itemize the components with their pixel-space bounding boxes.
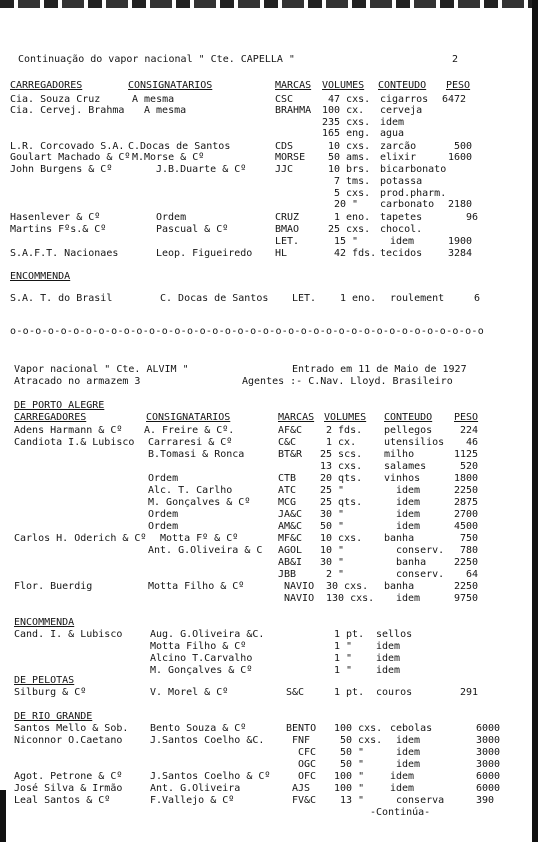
- mark-cell: OGC: [298, 759, 317, 770]
- volume-cell: 47 cxs.: [328, 94, 371, 105]
- content-cell: sellos: [376, 629, 413, 640]
- mark-cell: LET.: [275, 236, 300, 247]
- consignee-cell: Motta Fº & Cº: [160, 533, 239, 544]
- encommenda-heading: ENCOMMENDA: [10, 271, 71, 282]
- volume-cell: 50 ams.: [328, 152, 371, 163]
- col-header-weight: PESO: [446, 80, 471, 91]
- volume-cell: 1 ": [334, 641, 353, 652]
- content-cell: idem: [380, 117, 405, 128]
- entry-date: Entrado em 11 de Maio de 1927: [292, 364, 467, 375]
- content-cell: roulement: [390, 293, 445, 304]
- weight-cell: 2250: [454, 581, 479, 592]
- shipper-cell: Cia. Cervej. Brahma: [10, 105, 125, 116]
- weight-cell: 6472: [442, 94, 467, 105]
- weight-cell: 6000: [476, 723, 501, 734]
- consignee-cell: Alc. T. Carlho: [148, 485, 233, 496]
- content-cell: idem: [396, 521, 421, 532]
- weight-cell: 291: [460, 687, 479, 698]
- consignee-cell: Motta Filho & Cº: [148, 581, 245, 592]
- shipper-cell: S.A. T. do Brasil: [10, 293, 113, 304]
- mark-cell: CRUZ: [275, 212, 300, 223]
- content-cell: idem: [396, 747, 421, 758]
- mark-cell: AF&C: [278, 425, 303, 436]
- content-cell: conserv.: [396, 545, 445, 556]
- consignee-cell: B.Tomasi & Ronca: [148, 449, 245, 460]
- volume-cell: 2 fds.: [326, 425, 363, 436]
- weight-cell: 1900: [448, 236, 473, 247]
- mark-cell: MORSE: [275, 152, 306, 163]
- weight-cell: 46: [466, 437, 479, 448]
- mark-cell: HL: [275, 248, 288, 259]
- consignee-cell: Aug. G.Oliveira &C.: [150, 629, 265, 640]
- volume-cell: 1 ": [334, 653, 353, 664]
- shipper-cell: Hasenlever & Cº: [10, 212, 101, 223]
- content-cell: cigarros: [380, 94, 429, 105]
- weight-cell: 6000: [476, 771, 501, 782]
- volume-cell: 10 ": [320, 545, 345, 556]
- mark-cell: MF&C: [278, 533, 303, 544]
- content-cell: idem: [376, 641, 401, 652]
- origin-heading: DE PORTO ALEGRE: [14, 400, 105, 411]
- volume-cell: 42 fds.: [334, 248, 377, 259]
- consignee-cell: Leop. Figueiredo: [156, 248, 253, 259]
- document-title: Continuação do vapor nacional " Cte. CAPELLA ": [18, 54, 295, 65]
- mark-cell: LET.: [292, 293, 317, 304]
- volume-cell: 130 cxs.: [326, 593, 375, 604]
- mark-cell: C&C: [278, 437, 297, 448]
- berth-info: Atracado no armazem 3: [14, 376, 141, 387]
- mark-cell: OFC: [298, 771, 317, 782]
- shipper-cell: Leal Santos & Cº: [14, 795, 111, 806]
- col-header-consignees: CONSIGNATARIOS: [146, 412, 231, 423]
- volume-cell: 30 ": [320, 509, 345, 520]
- col-header-marks: MARCAS: [275, 80, 312, 91]
- volume-cell: 1 cx.: [326, 437, 357, 448]
- origin-heading: DE RIO GRANDE: [14, 711, 93, 722]
- mark-cell: FNF: [292, 735, 311, 746]
- volume-cell: 10 cxs.: [328, 141, 371, 152]
- col-header-volumes: VOLUMES: [324, 412, 367, 423]
- shipper-cell: Cia. Souza Cruz: [10, 94, 101, 105]
- content-cell: tapetes: [380, 212, 423, 223]
- continues-note: -Continúa-: [370, 807, 431, 818]
- consignee-cell: Pascual & Cº: [156, 224, 229, 235]
- mark-cell: CTB: [278, 473, 297, 484]
- mark-cell: JBB: [278, 569, 297, 580]
- content-cell: banha: [396, 557, 427, 568]
- content-cell: vinhos: [384, 473, 421, 484]
- consignee-cell: Ant. G.Oliveira: [150, 783, 241, 794]
- consignee-cell: C.Docas de Santos: [128, 141, 231, 152]
- volume-cell: 25 cxs.: [328, 224, 371, 235]
- mark-cell: BT&R: [278, 449, 303, 460]
- volume-cell: 1 ": [334, 665, 353, 676]
- content-cell: elixir: [380, 152, 417, 163]
- content-cell: carbonato: [380, 199, 435, 210]
- consignee-cell: J.B.Duarte & Cº: [156, 164, 247, 175]
- volume-cell: 235 cxs.: [322, 117, 371, 128]
- volume-cell: 10 brs.: [328, 164, 371, 175]
- mark-cell: BMAO: [275, 224, 300, 235]
- volume-cell: 165 eng.: [322, 128, 371, 139]
- content-cell: milho: [384, 449, 415, 460]
- mark-cell: NAVIO: [284, 593, 315, 604]
- content-cell: idem: [376, 653, 401, 664]
- mark-cell: CDS: [275, 141, 294, 152]
- col-header-shippers: CARREGADORES: [14, 412, 87, 423]
- content-cell: chocol.: [380, 224, 423, 235]
- weight-cell: 6: [474, 293, 481, 304]
- content-cell: idem: [396, 485, 421, 496]
- content-cell: idem: [390, 771, 415, 782]
- consignee-cell: Ordem: [148, 521, 179, 532]
- volume-cell: 100 ": [334, 783, 365, 794]
- weight-cell: 9750: [454, 593, 479, 604]
- shipper-cell: Goulart Machado & Cº: [10, 152, 131, 163]
- weight-cell: 780: [460, 545, 479, 556]
- content-cell: bicarbonato: [380, 164, 447, 175]
- weight-cell: 1125: [454, 449, 479, 460]
- shipper-cell: Candiota I.& Lubisco: [14, 437, 135, 448]
- content-cell: couros: [376, 687, 413, 698]
- shipper-cell: John Burgens & Cº: [10, 164, 113, 175]
- content-cell: cerveja: [380, 105, 423, 116]
- volume-cell: 25 scs.: [320, 449, 363, 460]
- consignee-cell: M. Gonçalves & Cº: [148, 497, 251, 508]
- content-cell: cebolas: [390, 723, 433, 734]
- weight-cell: 2250: [454, 557, 479, 568]
- volume-cell: 1 pt.: [334, 687, 365, 698]
- weight-cell: 750: [460, 533, 479, 544]
- consignee-cell: F.Vallejo & Cº: [150, 795, 235, 806]
- shipper-cell: L.R. Corcovado S.A.: [10, 141, 125, 152]
- shipper-cell: Cand. I. & Lubisco: [14, 629, 123, 640]
- mark-cell: AM&C: [278, 521, 303, 532]
- page-number: 2: [452, 54, 459, 65]
- weight-cell: 520: [460, 461, 479, 472]
- volume-cell: 25 qts.: [320, 497, 363, 508]
- content-cell: zarcão: [380, 141, 417, 152]
- section-separator: o-o-o-o-o-o-o-o-o-o-o-o-o-o-o-o-o-o-o-o-o-o-o-o-o-o-o-o-o-o-o-o-o-o-o-o-o-o: [10, 326, 485, 337]
- content-cell: agua: [380, 128, 405, 139]
- volume-cell: 50 ": [320, 521, 345, 532]
- col-header-shippers: CARREGADORES: [10, 80, 83, 91]
- mark-cell: MCG: [278, 497, 297, 508]
- volume-cell: 50 cxs.: [340, 735, 383, 746]
- volume-cell: 15 ": [334, 236, 359, 247]
- consignee-cell: Alcino T.Carvalho: [150, 653, 253, 664]
- weight-cell: 2700: [454, 509, 479, 520]
- weight-cell: 96: [466, 212, 479, 223]
- scan-top-edge: [0, 0, 538, 8]
- content-cell: utensilios: [384, 437, 445, 448]
- volume-cell: 50 ": [340, 747, 365, 758]
- volume-cell: 100 cx.: [322, 105, 365, 116]
- consignee-cell: J.Santos Coelho &C.: [150, 735, 265, 746]
- content-cell: pellegos: [384, 425, 433, 436]
- scan-left-edge: [0, 790, 6, 842]
- volume-cell: 13 ": [340, 795, 365, 806]
- consignee-cell: A mesma: [132, 94, 175, 105]
- mark-cell: CFC: [298, 747, 317, 758]
- shipper-cell: Santos Mello & Sob.: [14, 723, 129, 734]
- content-cell: idem: [376, 665, 401, 676]
- content-cell: salames: [384, 461, 427, 472]
- shipper-cell: Agot. Petrone & Cº: [14, 771, 123, 782]
- weight-cell: 3000: [476, 759, 501, 770]
- consignee-cell: Motta Filho & Cº: [150, 641, 247, 652]
- volume-cell: 1 eno.: [340, 293, 377, 304]
- volume-cell: 2 ": [326, 569, 345, 580]
- mark-cell: ATC: [278, 485, 297, 496]
- volume-cell: 20 ": [334, 199, 359, 210]
- scan-right-edge: [532, 0, 538, 842]
- consignee-cell: Carraresi & Cº: [148, 437, 233, 448]
- volume-cell: 30 ": [320, 557, 345, 568]
- weight-cell: 64: [466, 569, 479, 580]
- consignee-cell: A mesma: [144, 105, 187, 116]
- shipper-cell: Flor. Buerdig: [14, 581, 93, 592]
- shipper-cell: S.A.F.T. Nacionaes: [10, 248, 119, 259]
- weight-cell: 224: [460, 425, 479, 436]
- shipper-cell: José Silva & Irmão: [14, 783, 123, 794]
- origin-heading: DE PELOTAS: [14, 675, 75, 686]
- shipper-cell: Niconnor O.Caetano: [14, 735, 123, 746]
- vessel-name: Vapor nacional " Cte. ALVIM ": [14, 364, 189, 375]
- col-header-consignees: CONSIGNATARIOS: [128, 80, 213, 91]
- volume-cell: 7 tms.: [334, 176, 371, 187]
- encommenda-heading: ENCOMMENDA: [14, 617, 75, 628]
- volume-cell: 1 pt.: [334, 629, 365, 640]
- consignee-cell: Ordem: [148, 509, 179, 520]
- weight-cell: 1600: [448, 152, 473, 163]
- volume-cell: 20 qts.: [320, 473, 363, 484]
- volume-cell: 100 ": [334, 771, 365, 782]
- volume-cell: 25 ": [320, 485, 345, 496]
- col-header-contents: CONTEUDO: [384, 412, 433, 423]
- consignee-cell: C. Docas de Santos: [160, 293, 269, 304]
- volume-cell: 10 cxs.: [320, 533, 363, 544]
- content-cell: idem: [390, 236, 415, 247]
- volume-cell: 50 ": [340, 759, 365, 770]
- volume-cell: 5 cxs.: [334, 188, 371, 199]
- shipper-cell: Silburg & Cº: [14, 687, 87, 698]
- mark-cell: FV&C: [292, 795, 317, 806]
- col-header-marks: MARCAS: [278, 412, 315, 423]
- weight-cell: 6000: [476, 783, 501, 794]
- weight-cell: 390: [476, 795, 495, 806]
- mark-cell: AJS: [292, 783, 311, 794]
- consignee-cell: Ordem: [148, 473, 179, 484]
- col-header-contents: CONTEUDO: [378, 80, 427, 91]
- content-cell: tecidos: [380, 248, 423, 259]
- mark-cell: JJC: [275, 164, 294, 175]
- consignee-cell: M.Morse & Cº: [132, 152, 205, 163]
- content-cell: idem: [390, 783, 415, 794]
- content-cell: idem: [396, 759, 421, 770]
- col-header-weight: PESO: [454, 412, 479, 423]
- mark-cell: CSC: [275, 94, 294, 105]
- consignee-cell: J.Santos Coelho & Cº: [150, 771, 271, 782]
- weight-cell: 4500: [454, 521, 479, 532]
- weight-cell: 3284: [448, 248, 473, 259]
- agents-info: Agentes :- C.Nav. Lloyd. Brasileiro: [242, 376, 453, 387]
- volume-cell: 13 cxs.: [320, 461, 363, 472]
- mark-cell: S&C: [286, 687, 305, 698]
- consignee-cell: Ant. G.Oliveira & C: [148, 545, 263, 556]
- mark-cell: BRAHMA: [275, 105, 312, 116]
- mark-cell: AGOL: [278, 545, 303, 556]
- volume-cell: 100 cxs.: [334, 723, 383, 734]
- consignee-cell: A. Freire & Cº.: [144, 425, 235, 436]
- content-cell: potassa: [380, 176, 423, 187]
- weight-cell: 3000: [476, 735, 501, 746]
- content-cell: banha: [384, 533, 415, 544]
- consignee-cell: Bento Souza & Cº: [150, 723, 247, 734]
- shipper-cell: Carlos H. Oderich & Cº: [14, 533, 147, 544]
- consignee-cell: M. Gonçalves & Cº: [150, 665, 253, 676]
- weight-cell: 3000: [476, 747, 501, 758]
- mark-cell: AB&I: [278, 557, 303, 568]
- weight-cell: 2875: [454, 497, 479, 508]
- content-cell: idem: [396, 509, 421, 520]
- mark-cell: NAVIO: [284, 581, 315, 592]
- consignee-cell: Ordem: [156, 212, 187, 223]
- shipper-cell: Martins Fºs.& Cº: [10, 224, 107, 235]
- mark-cell: JA&C: [278, 509, 303, 520]
- volume-cell: 1 eno.: [334, 212, 371, 223]
- content-cell: conserv.: [396, 569, 445, 580]
- weight-cell: 2250: [454, 485, 479, 496]
- content-cell: conserva: [396, 795, 445, 806]
- content-cell: idem: [396, 593, 421, 604]
- weight-cell: 1800: [454, 473, 479, 484]
- weight-cell: 500: [454, 141, 473, 152]
- content-cell: idem: [396, 735, 421, 746]
- col-header-volumes: VOLUMES: [322, 80, 365, 91]
- weight-cell: 2180: [448, 199, 473, 210]
- content-cell: banha: [384, 581, 415, 592]
- volume-cell: 30 cxs.: [326, 581, 369, 592]
- content-cell: idem: [396, 497, 421, 508]
- mark-cell: BENTO: [286, 723, 317, 734]
- consignee-cell: V. Morel & Cº: [150, 687, 229, 698]
- shipper-cell: Adens Harmann & Cº: [14, 425, 123, 436]
- content-cell: prod.pharm.: [380, 188, 447, 199]
